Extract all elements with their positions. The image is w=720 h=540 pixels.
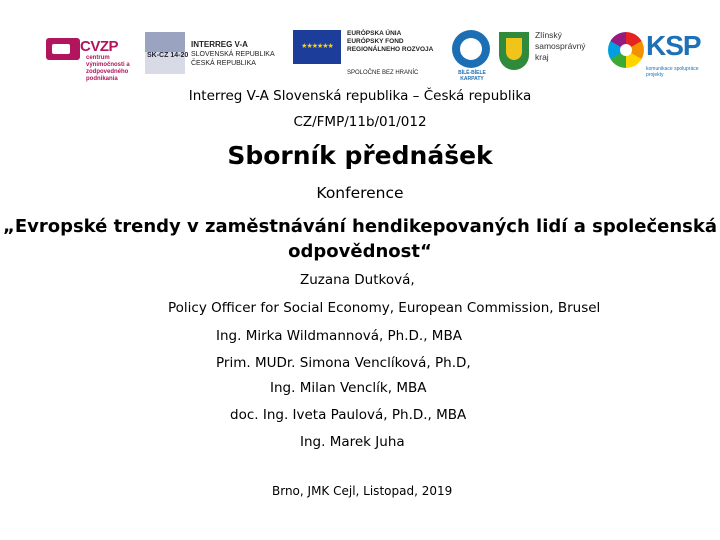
interreg-code: SK-CZ 14-20 [147,52,189,59]
zlin-region-logo [499,28,599,80]
project-code: CZ/FMP/11b/01/012 [293,114,427,130]
place-date: Brno, JMK Cejl, Listopad, 2019 [272,484,453,498]
bile-karpaty-emblem-icon [452,30,490,68]
ksp-flower-icon [608,32,644,68]
eu-text [347,30,433,54]
interreg-logo [145,28,280,76]
zlin-line1: Zlínský [535,30,562,40]
author-line-5: Ing. Milan Venclík, MBA [270,380,427,396]
interreg-line1: SLOVENSKÁ REPUBLIKA [191,51,275,58]
conference-label: Konference [316,184,404,202]
author-line-3: Ing. Mirka Wildmannová, Ph.D., MBA [216,328,462,344]
bile-karpaty-logo [448,28,494,80]
interreg-name: INTERREG V-A [191,40,248,49]
author-line-4: Prim. MUDr. Simona Venclíková, Ph.D, [216,355,471,371]
eu-stars-icon: ★★★★★★ [301,43,333,50]
eu-logo [293,28,443,80]
eu-line1: EURÓPSKA ÚNIA [347,30,402,37]
eu-footer: SPOLOČNE BEZ HRANÍC [347,70,419,76]
cvzp-logo [46,28,138,82]
author-line-2: Policy Officer for Social Economy, European Commission, Brusel [168,300,601,316]
logo-strip [0,20,720,82]
ksp-subtitle: komunikace spolupráce projekty [646,66,699,78]
bile-karpaty-text: BÍLÉ-BÍELE KARPATY [458,70,486,82]
program-name: Interreg V-A Slovenská republika – Česká republika [188,88,532,104]
zlin-line2: samosprávný [535,41,586,51]
author-line-1: Zuzana Dutková, [300,272,415,288]
page-title: Sborník přednášek [227,141,493,170]
eu-line2: EURÓPSKY FOND [347,38,404,45]
zlin-text [535,30,586,63]
zlin-line3: kraj [535,52,549,62]
interreg-line2: ČESKÁ REPUBLIKA [191,60,256,67]
cvzp-name: CVZP [80,38,119,55]
eu-line3: REGIONÁLNEHO ROZVOJA [347,46,434,53]
interreg-title [191,40,275,68]
author-line-7: Ing. Marek Juha [300,434,405,450]
conference-theme: „Evropské trendy v zaměstnávání hendikepovaných lidí a společenská odpovědnost“ [2,216,717,262]
cvzp-subtitle: centrum výnimočnosti a zodpovedného podnikania [86,55,130,82]
cvzp-mark-icon [46,38,80,60]
author-line-6: doc. Ing. Iveta Paulová, Ph.D., MBA [230,407,467,423]
ksp-logo [608,28,714,80]
ksp-name: KSP [646,30,701,61]
zlin-shield-icon [499,32,529,70]
